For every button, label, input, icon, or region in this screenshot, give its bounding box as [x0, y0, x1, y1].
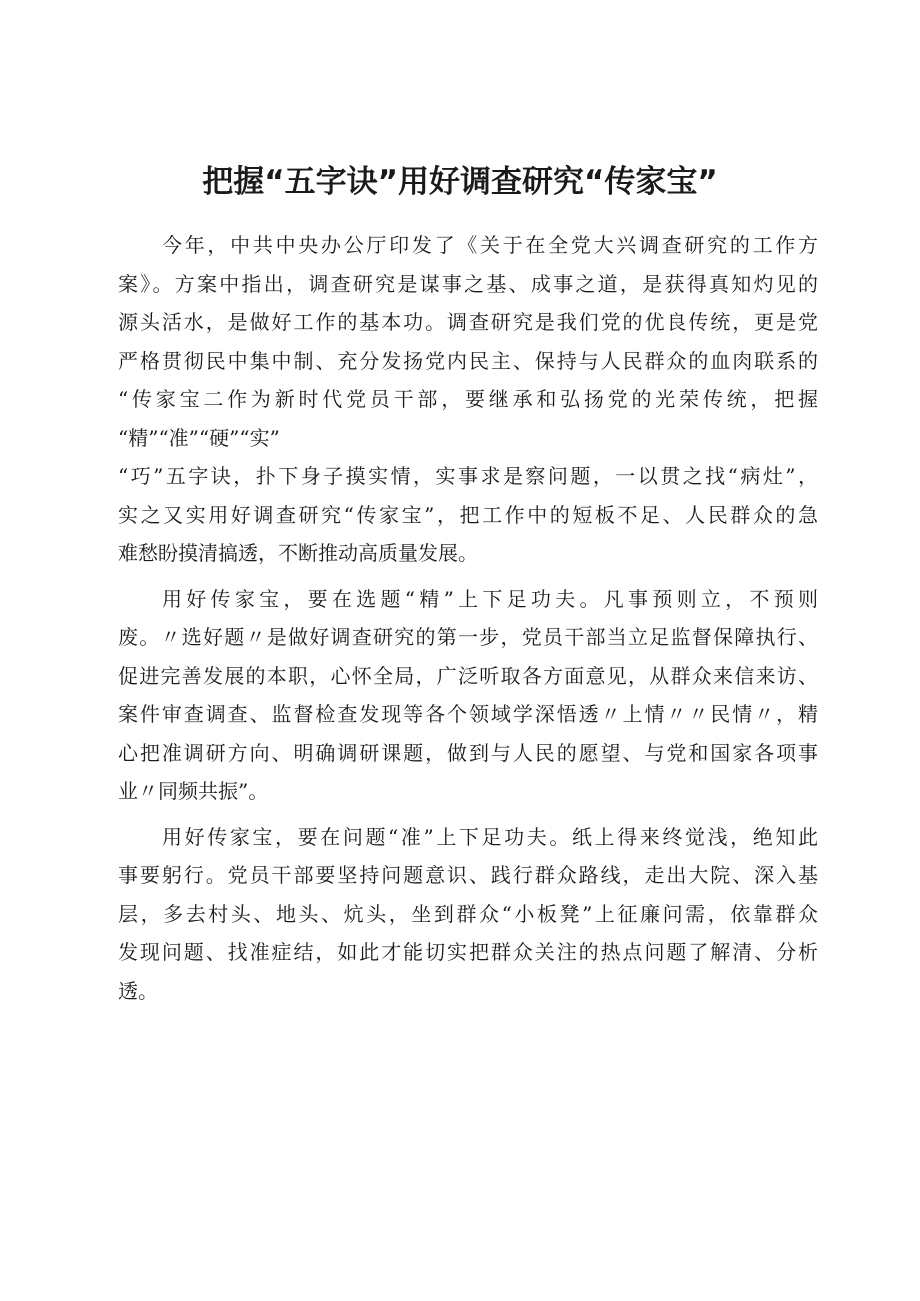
paragraph-line: 案件审查调查、监督检查发现等各个领域学深悟透〃上情〃〃民情〃，精 — [118, 702, 818, 726]
paragraph-line: “精”“准”“硬”“实” — [118, 425, 280, 450]
paragraph-line: 层，多去村头、地头、炕头，坐到群众“小板凳”上征廉问需，依靠群众 — [118, 901, 818, 926]
paragraph-line: 源头活水，是做好工作的基本功。调查研究是我们党的优良传统，更是党 — [118, 310, 818, 334]
paragraph-line: 用好传家宝，要在问题“准”上下足功夫。纸上得来终觉浅，绝知此 — [162, 824, 818, 849]
paragraph-1 — [118, 226, 818, 573]
document-body — [118, 226, 818, 1010]
paragraph-line: 业〃同频共振”。 — [118, 779, 269, 803]
paragraph-line: 用好传家宝，要在选题“精”上下足功夫。凡事预则立，不预则 — [162, 586, 818, 611]
paragraph-line: “巧”五字诀，扑下身子摸实情，实事求是察问题，一以贯之找“病灶”， — [118, 464, 818, 488]
paragraph-line: 严格贯彻民中集中制、充分发扬党内民主、保持与人民群众的血肉联系的 — [118, 348, 818, 373]
paragraph-line: 促进完善发展的本职，心怀全局，广泛听取各方面意见，从群众来信来访、 — [118, 663, 818, 688]
paragraph-2 — [118, 580, 818, 811]
paragraph-line: 废。〃选好题〃是做好调查研究的第一步，党员干部当立足监督保障执行、 — [118, 625, 818, 649]
paragraph-3 — [118, 818, 818, 1011]
paragraph-line: 透。 — [118, 978, 158, 1003]
paragraph-line: 发现问题、找准症结，如此才能切实把群众关注的热点问题了解清、分析 — [118, 940, 818, 964]
paragraph-line: 事要躬行。党员干部要坚持问题意识、践行群众路线，走出大院、深入基 — [118, 863, 818, 887]
paragraph-line: “传家宝二作为新时代党员干部，要继承和弘扬党的光荣传统，把握 — [118, 387, 818, 411]
paragraph-line: 心把准调研方向、明确调研课题，做到与人民的愿望、与党和国家各项事 — [118, 740, 818, 765]
paragraph-line: 难愁盼摸清搞透，不断推动高质量发展。 — [118, 541, 478, 565]
document-title: 把握“五字诀”用好调查研究“传家宝” — [202, 164, 718, 200]
paragraph-line: 案》。方案中指出，调查研究是谋事之基、成事之道，是获得真知灼见的 — [118, 271, 818, 296]
paragraph-line: 实之又实用好调查研究“传家宝”，把工作中的短板不足、人民群众的急 — [118, 502, 818, 527]
paragraph-line: 今年，中共中央办公厅印发了《关于在全党大兴调查研究的工作方 — [162, 233, 818, 257]
